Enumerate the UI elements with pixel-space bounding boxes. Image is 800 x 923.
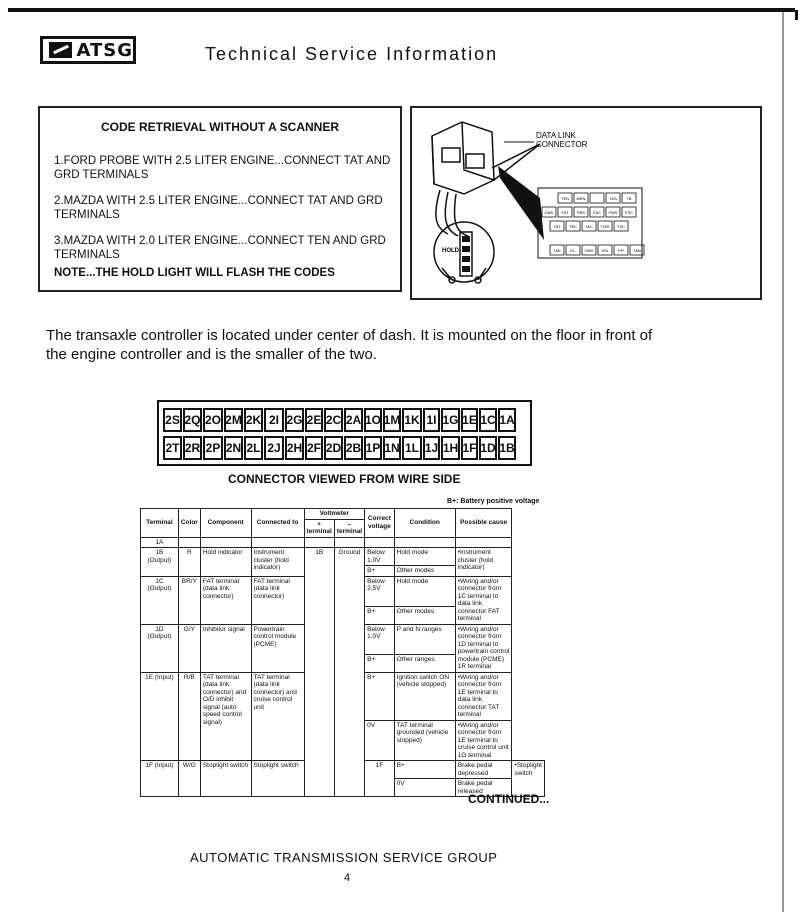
dlc-terminal-label: TBC [569,224,577,229]
dlc-terminal-label: FAC [593,210,601,215]
code-box-title: CODE RETRIEVAL WITHOUT A SCANNER [100,120,339,134]
cell-condition: Ignition switch ON (vehicle stopped) [394,672,455,720]
cell-cause: •Wiring and/or connector from 1D terminal to powertrain control module (PCME) 1R terminal [455,624,512,672]
top-rule [8,8,795,12]
cell-color: BR/Y [178,576,200,624]
dlc-terminal-label: TAB [633,248,641,253]
cell-condition: Other ranges [394,654,455,672]
connector-pin: 1E [461,408,478,432]
connector-pin: 2I [264,408,284,432]
cell-cause: •Wiring and/or connector from 1E terminal to cruise control unit 1G terminal [455,720,512,761]
header-terminal: Terminal [141,509,179,538]
data-link-connector-illustration [412,108,760,298]
dlc-terminal-label: IFA [601,248,609,253]
cell-connected: TAT terminal (data link connector) and cruise control unit [251,672,304,761]
cell-condition: P and N ranges [394,624,455,654]
cell-plus: 1F [365,761,395,797]
scan-corner [795,10,798,20]
cell-condition: Hold mode [394,548,455,566]
connector-bottom-row [163,436,517,460]
cell-cause: •Instrument cluster (hold indicator) [455,548,512,577]
dlc-terminal-label: TEN [561,196,569,201]
connector-pin: 2S [163,408,182,432]
data-link-diagram [410,106,762,300]
cell-component: Inhibitor signal [200,624,251,672]
cell-connected: FAT terminal (data link connector) [251,576,304,624]
cell-condition: Brake pedal depressed [455,761,512,779]
dlc-terminal-box [590,193,604,203]
connector-pin: 2T [163,436,182,460]
table-row [141,548,545,566]
connector-pin: 1K [402,408,422,432]
header-voltmeter: Voltmeter [304,509,365,520]
logo-flag-icon [49,42,72,58]
connector-pin: 2B [344,436,363,460]
dlc-terminal-label: TEA [609,196,617,201]
connector-pin: 2G [285,408,304,432]
code-retrieval-box [38,106,402,292]
connector-pin: 2Q [183,408,202,432]
header-cause: Possible cause [455,509,512,538]
connector-pin: 2J [264,436,284,460]
cell-voltage: 0V [365,720,395,761]
code-item-2: 2.MAZDA WITH 2.5 LITER ENGINE...CONNECT TAT AND GRD TERMINALS [54,195,383,221]
connector-caption: CONNECTOR VIEWED FROM WIRE SIDE [228,472,461,486]
cell-component: Stoplight switch [200,761,251,797]
cell-terminal: 1F (Input) [141,761,179,797]
header-plus: + terminal [304,519,334,537]
connector-pin: 1G [441,408,460,432]
dlc-terminal-label: IG- [570,248,576,253]
connector-pin: 1F [461,436,478,460]
connector-pin: 2H [285,436,304,460]
connector-pin: 2N [224,436,243,460]
cell-voltage: B+ [365,606,395,624]
connector-pin: 1N [383,436,401,460]
connector-pin: 2M [224,408,243,432]
cell-plus: 1B [304,548,334,797]
header-connected: Connected to [251,509,304,538]
atsg-logo [40,36,136,64]
logo-text: ATSG [76,39,133,61]
table-row [141,537,545,548]
continued-label: CONTINUED... [468,792,550,806]
connector-pin: 1J [423,436,440,460]
battery-note: B+: Battery positive voltage [447,498,540,505]
cell-voltage: Below 1.0V [365,548,395,566]
dlc-terminal-label: MEN [576,196,586,201]
cell-color: G/Y [178,624,200,672]
dlc-terminal-label: TAE [553,248,561,253]
connector-pin: 1B [498,436,516,460]
dlc-terminal-label: FBS [577,210,585,215]
dlc-terminal-label: +B [626,196,632,201]
header-condition: Condition [394,509,455,538]
cell-condition: Hold mode [394,576,455,606]
connector-pin: 1M [383,408,401,432]
cell-terminal: 1B (Output) [141,548,179,577]
connector-pin: 2A [344,408,363,432]
cell-component: TAT terminal (data link connector) and O/D inhibit signal (auto speed control signal) [200,672,251,761]
cell-condition: Brake pedal released [455,779,512,797]
dlc-terminal-label: GND [584,248,594,253]
connector-pin: 1P [364,436,382,460]
dlc-terminal-label: FAT [561,210,569,215]
cell-connected: Stoplight switch [251,761,304,797]
cell-terminal: 1A [141,537,179,548]
connector-pin: 1D [479,436,497,460]
header-correct-voltage: Correct voltage [365,509,395,538]
header-minus: – terminal [334,519,364,537]
cell-connected: Powertrain control module (PCME) [251,624,304,672]
data-link-label-2: CONNECTOR [536,140,588,149]
cell-terminal: 1D (Output) [141,624,179,672]
code-note: NOTE...THE HOLD LIGHT WILL FLASH THE CODES [54,267,335,279]
cell-minus: Ground [334,548,364,797]
cell-color: R/B [178,672,200,761]
connector-top-row [163,408,517,432]
cell-component: FAT terminal (data link connector) [200,576,251,624]
cell-condition: TAT terminal grounded (vehicle stopped) [394,720,455,761]
cell-terminal: 1E (Input) [141,672,179,761]
cell-voltage: B+ [365,654,395,672]
cell-terminal: 1C (Output) [141,576,179,624]
connector-pin: 1I [423,408,440,432]
cell-component: Hold indicator [200,548,251,577]
dlc-terminal-label: TAC [585,224,593,229]
cell-cause: •Stoplight switch [512,761,545,797]
connector-pin: 2L [244,436,263,460]
connector-pin: 2P [203,436,223,460]
page-number: 4 [344,872,351,884]
connector-pin: 1C [479,408,497,432]
connector-pin: 2O [203,408,223,432]
cell-voltage: Below 2.5V [365,576,395,606]
cell-color: R [178,548,200,577]
cell-voltage: B+ [365,566,395,577]
connector-pin: 2R [183,436,202,460]
cell-voltage: B+ [394,761,455,779]
transaxle-connector [157,400,532,466]
code-item-1: 1.FORD PROBE WITH 2.5 LITER ENGINE...CONNECT TAT AND GRD TERMINALS [54,155,391,181]
cell-cause: •Wiring and/or connector from 1C terminal to data link connector FAT terminal [455,576,512,624]
connector-pin: 2F [305,436,323,460]
dlc-terminal-label: FWS [608,210,618,215]
dlc-terminal-label: FSC [625,210,633,215]
connector-pin: 2K [244,408,263,432]
code-item-3: 3.MAZDA WITH 2.0 LITER ENGINE...CONNECT TEN AND GRD TERMINALS [54,235,386,261]
connector-pin: 2E [305,408,323,432]
page-title: Technical Service Information [205,44,499,64]
data-link-label-1: DATA LINK [536,131,576,140]
dlc-terminal-label: TAT [553,224,561,229]
hold-label: HOLD [442,248,459,254]
cell-condition: Other modes [394,606,455,624]
cell-voltage: 0V [394,779,455,797]
cell-voltage: B+ [365,672,395,720]
location-paragraph: The transaxle controller is located under center of dash. It is mounted on the floor in front of the engine controller and is the smaller of the two. [46,327,653,363]
footer-text: AUTOMATIC TRANSMISSION SERVICE GROUP [190,850,498,865]
connector-pin: 1O [364,408,382,432]
terminal-spec-table [140,508,545,797]
connector-pin: 1H [441,436,460,460]
cell-condition: Other modes [394,566,455,577]
dlc-terminal-label: GND [544,210,554,215]
connector-pin: 1L [402,436,422,460]
header-component: Component [200,509,251,538]
cell-color: W/G [178,761,200,797]
cell-cause: •Wiring and/or connector from 1E terminal to data link connector TAT terminal [455,672,512,720]
connector-pin: 2C [324,408,343,432]
dlc-terminal-label: TSC [617,224,625,229]
dlc-terminal-label: TWS [600,224,610,229]
cell-voltage: Below 1.0V [365,624,395,654]
connector-pin: 1A [498,408,516,432]
header-color: Color [178,509,200,538]
connector-pin: 2D [324,436,343,460]
dlc-terminal-label: F/P [617,248,625,253]
scan-edge [782,12,784,912]
cell-connected: Instrument cluster (hold indicator) [251,548,304,577]
